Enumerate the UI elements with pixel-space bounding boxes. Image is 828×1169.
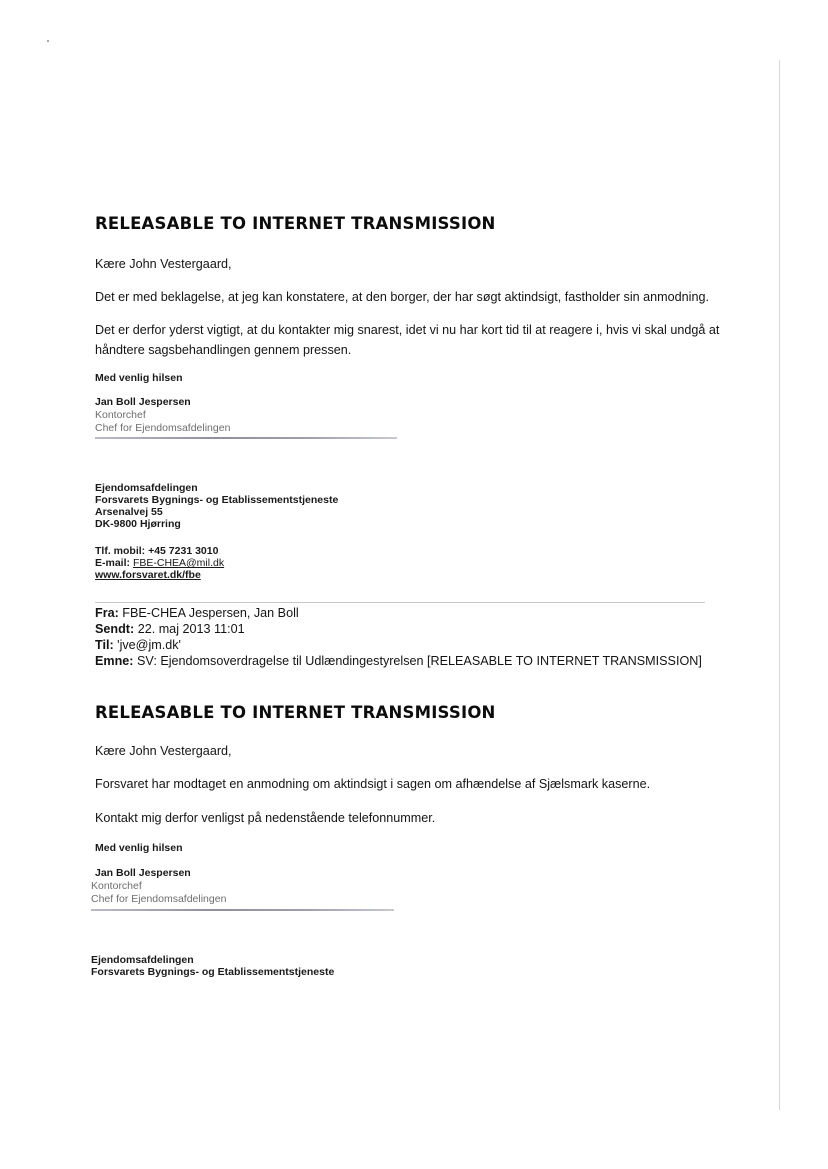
- org-name: Forsvarets Bygnings- og Etablissementstjeneste: [95, 494, 339, 506]
- org-name: Forsvarets Bygnings- og Etablissementstjeneste: [91, 966, 335, 978]
- greeting: Kære John Vestergaard,: [95, 744, 232, 758]
- signature-title: Kontorchef: [95, 409, 146, 421]
- subject-label: Emne:: [95, 654, 134, 668]
- address-line: DK-9800 Hjørring: [95, 518, 181, 530]
- signature-name: Jan Boll Jespersen: [95, 867, 191, 879]
- address-line: Arsenalvej 55: [95, 506, 163, 518]
- scan-speck: [47, 40, 49, 42]
- to-label: Til:: [95, 638, 114, 652]
- paragraph: Det er derfor yderst vigtigt, at du kontakter mig snarest, idet vi nu har kort tid til at reagere i, hvis vi skal undgå at håndtere sagsbehandlingen gennem pressen.: [95, 323, 720, 357]
- signature-rule: [95, 437, 397, 439]
- sent-label: Sendt:: [95, 622, 135, 636]
- org-department: Ejendomsafdelingen: [91, 954, 194, 966]
- releasable-banner: RELEASABLE TO INTERNET TRANSMISSION: [95, 214, 496, 233]
- to-row: [95, 638, 181, 652]
- greeting: Kære John Vestergaard,: [95, 257, 232, 271]
- closing: Med venlig hilsen: [95, 372, 183, 384]
- page-edge-line: [779, 60, 780, 1110]
- phone: Tlf. mobil: +45 7231 3010: [95, 545, 219, 557]
- email-link[interactable]: FBE-CHEA@mil.dk: [132, 557, 225, 569]
- paragraph: Kontakt mig derfor venligst på nedenstående telefonnummer.: [95, 811, 436, 825]
- from-row: [95, 606, 299, 620]
- subject-row: [95, 654, 702, 668]
- paragraph: Det er med beklagelse, at jeg kan konstatere, at den borger, der har søgt aktindsigt, fastholder sin anmodning.: [95, 290, 709, 304]
- org-department: Ejendomsafdelingen: [95, 482, 198, 494]
- sent-row: [95, 622, 245, 636]
- signature-rule: [91, 909, 394, 911]
- signature-name: Jan Boll Jespersen: [95, 396, 191, 408]
- website-link[interactable]: www.forsvaret.dk/fbe: [95, 569, 201, 581]
- subject-value: SV: Ejendomsoverdragelse til Udlændingestyrelsen [RELEASABLE TO INTERNET TRANSMISSION]: [137, 654, 702, 668]
- email-line: [95, 557, 224, 569]
- signature-department: Chef for Ejendomsafdelingen: [91, 893, 227, 905]
- from-value: FBE-CHEA Jespersen, Jan Boll: [122, 606, 299, 620]
- sent-value: 22. maj 2013 11:01: [137, 622, 245, 636]
- email-label: E-mail:: [95, 557, 131, 569]
- header-separator: [95, 602, 705, 603]
- to-value: 'jve@jm.dk': [117, 638, 181, 652]
- paragraph: Forsvaret har modtaget en anmodning om aktindsigt i sagen om afhændelse af Sjælsmark kaserne.: [95, 777, 651, 791]
- signature-title: Kontorchef: [91, 880, 142, 892]
- signature-department: Chef for Ejendomsafdelingen: [95, 422, 231, 434]
- closing: Med venlig hilsen: [95, 842, 183, 854]
- releasable-banner: RELEASABLE TO INTERNET TRANSMISSION: [95, 703, 496, 722]
- from-label: Fra:: [95, 606, 119, 620]
